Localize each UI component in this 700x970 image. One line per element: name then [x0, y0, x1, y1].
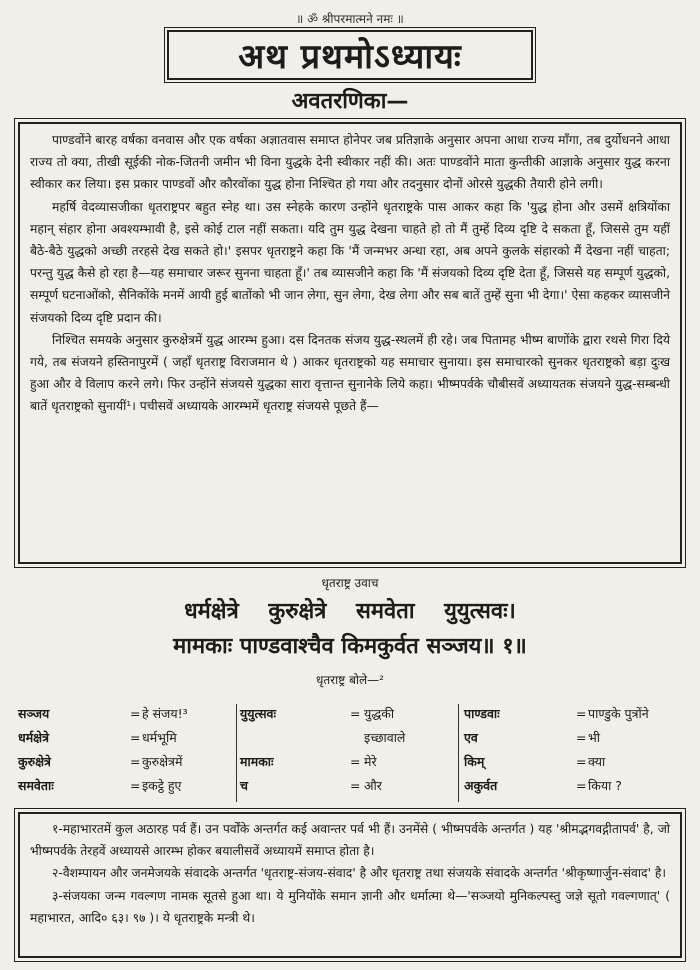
intro-paragraph-2: महर्षि वेदव्यासजीका धृतराष्ट्रपर बहुत स्नेह था। उस स्नेहके कारण उन्होंने धृतराष्ट्रके पास आकर कहा कि 'युद्ध होना और उसमें क्षत्रियोंका महान् संहार होना अवश्यम्भावी है, इसे कोई टाल नहीं सकता। यदि तुम युद्ध देखना चाहते हो तो मैं तुम्हें दिव्य दृष्टि दे सकता हूँ, जिससे तुम यहीं बैठे-बैठे युद्धको अच्छी तरहसे देख सकते हो।' इसपर धृतराष्ट्रने कहा कि 'मैं जन्मभर अन्धा रहा, अब अपने कुलके संहारको मैं देखना नहीं चाहता; परन्तु युद्ध कैसे हो रहा है—यह समाचार जरूर सुनना चाहता हूँ।' तब व्यासजीने कहा कि 'मैं संजयको दिव्य दृष्टि देता हूँ, जिससे यह सम्पूर्ण युद्धको, सम्पूर्ण घटनाओंको, सैनिकोंके मनमें आयी हुई बातोंको भी जान लेगा, सुन लेगा, देख लेगा और सब बातें तुम्हें सुना भी देगा।' ऐसा कहकर व्यासजीने संजयको दिव्य दृष्टि प्रदान की। — [30, 199, 670, 325]
glossary-meaning: पाण्डुके पुत्रोंने — [588, 706, 649, 721]
equals-sign: = — [130, 730, 141, 745]
verse-line-1: धर्मक्षेत्रे कुरुक्षेत्रे समवेता युयुत्सवः। — [184, 598, 516, 624]
glossary-column-2 — [240, 702, 458, 798]
glossary-meaning: क्या — [588, 754, 606, 769]
glossary-row — [18, 726, 236, 750]
glossary-term: किम् — [464, 754, 485, 769]
glossary-row — [18, 702, 236, 726]
glossary-row — [240, 702, 458, 726]
equals-sign: = — [350, 754, 361, 769]
intro-paragraph-3: निश्चित समयके अनुसार कुरुक्षेत्रमें युद्ध आरम्भ हुआ। दस दिनतक संजय युद्ध-स्थलमें ही रहे। जब पितामह भीष्म बाणोंके द्वारा रथसे गिरा दिये गये, तब संजयने हस्तिनापुरमें ( जहाँ धृतराष्ट्र विराजमान थे ) आकर धृतराष्ट्रको यह समाचार सुनाया। इस समाचारको सुनकर धृतराष्ट्रको बड़ा दुःख हुआ और वे विलाप करने लगे। फिर उन्होंने संजयसे युद्धका सारा वृत्तान्त सुनानेके लिये कहा। भीष्मपर्वके चौबीसवें अध्यायतक संजयने युद्ध-सम्बन्धी बातें धृतराष्ट्रको सुनायीं¹। पचीसवें अध्यायके आरम्भमें धृतराष्ट्र संजयसे पूछते हैं— — [30, 332, 670, 414]
introduction-box — [18, 122, 682, 564]
glossary-term: अकुर्वत — [464, 778, 498, 793]
equals-sign: = — [350, 778, 361, 793]
glossary-row — [240, 774, 458, 798]
glossary-meaning: इकट्ठे हुए — [142, 778, 182, 793]
glossary-row — [464, 726, 682, 750]
invocation-line: ॥ ॐ श्रीपरमात्मने नमः ॥ — [296, 12, 404, 26]
glossary-row — [18, 750, 236, 774]
glossary-term: च — [240, 778, 248, 793]
section-subtitle: अवतरणिका— — [291, 89, 409, 114]
equals-sign: = — [576, 730, 587, 745]
glossary-term: मामकाः — [240, 754, 274, 769]
glossary-row — [240, 750, 458, 774]
equals-sign: = — [576, 754, 587, 769]
glossary-term: युयुत्सवः — [240, 706, 277, 721]
glossary-meaning: भी — [588, 730, 601, 745]
glossary-column-3 — [464, 702, 682, 798]
chapter-title: अथ प्रथमोऽध्यायः — [167, 30, 533, 80]
glossary-row — [464, 702, 682, 726]
footnote-2: २-वैशम्पायन और जनमेजयके संवादके अन्तर्गत 'धृतराष्ट्र-संजय-संवाद' है और धृतराष्ट्र तथा संजयके संवादके अन्तर्गत 'श्रीकृष्णार्जुन-संवाद' है। — [52, 866, 667, 881]
verse-line-2: मामकाः पाण्डवाश्चैव किमकुर्वत सञ्जय॥ १॥ — [173, 633, 527, 659]
glossary-meaning: और — [364, 778, 382, 793]
glossary-meaning: मेरे — [364, 754, 377, 769]
glossary-term: समवेताः — [18, 778, 54, 793]
equals-sign: = — [576, 778, 587, 793]
footnotes-box — [18, 812, 682, 958]
glossary-term: धर्मक्षेत्रे — [18, 730, 50, 745]
intro-paragraph-1: पाण्डवोंने बारह वर्षका वनवास और एक वर्षका अज्ञातवास समाप्त होनेपर जब प्रतिज्ञाके अनुसार अपना आधा राज्य माँगा, तब दुर्योधनने आधा राज्य तो क्या, तीखी सूईकी नोक-जितनी जमीन भी विना युद्धके देनी स्वीकार नहीं की। अतः पाण्डवोंने माता कुन्तीकी आज्ञाके अनुसार युद्ध करना स्वीकार कर लिया। इस प्रकार पाण्डवों और कौरवोंका युद्ध होना निश्चित हो गया और तदनुसार दोनों ओरसे युद्धकी तैयारी होने लगी। — [30, 133, 670, 192]
equals-sign: = — [130, 706, 141, 721]
glossary-meaning: हे संजय!³ — [142, 706, 188, 721]
footnote-1: १-महाभारतमें कुल अठारह पर्व हैं। उन पर्वोंके अन्तर्गत कई अवान्तर पर्व भी हैं। उनमेंसे ( भीष्मपर्वके अन्तर्गत ) यह 'श्रीमद्भगवद्गीतापर्व' है, जो भीष्मपर्वके तेरहवें अध्यायसे आरम्भ होकर बयालीसवें अध्यायमें समाप्त होता है। — [30, 822, 670, 859]
translation-speaker: धृतराष्ट्र बोले—² — [316, 673, 384, 687]
footnote-3: ३-संजयका जन्म गवल्गण नामक सूतसे हुआ था। ये मुनियोंके समान ज्ञानी और धर्मात्मा थे—'सञ्जयो मुनिकल्पस्तु जज्ञे सूतो गवल्गणात्' ( महाभारत, आदि० ६३। ९७ )। ये धृतराष्ट्रके मन्त्री थे। — [30, 888, 670, 925]
glossary-term: पाण्डवाः — [464, 706, 500, 721]
glossary-meaning: कुरुक्षेत्रमें — [142, 754, 183, 769]
glossary-row — [464, 774, 682, 798]
glossary-row — [18, 774, 236, 798]
glossary-row — [240, 726, 458, 750]
word-glossary — [18, 702, 682, 802]
glossary-divider — [458, 704, 459, 802]
glossary-column-1 — [18, 702, 236, 798]
glossary-term: एव — [464, 730, 478, 745]
glossary-term: सञ्जय — [18, 706, 50, 721]
glossary-meaning: इच्छावाले — [364, 730, 406, 745]
glossary-meaning: युद्धकी — [364, 706, 395, 721]
glossary-term: कुरुक्षेत्रे — [18, 754, 51, 769]
equals-sign: = — [130, 778, 141, 793]
glossary-meaning: धर्मभूमि — [142, 730, 177, 745]
glossary-row — [464, 750, 682, 774]
verse-speaker: धृतराष्ट्र उवाच — [321, 576, 379, 590]
equals-sign: = — [350, 706, 361, 721]
equals-sign: = — [130, 754, 141, 769]
equals-sign: = — [576, 706, 587, 721]
glossary-meaning: किया ? — [588, 778, 622, 793]
glossary-divider — [236, 704, 237, 802]
